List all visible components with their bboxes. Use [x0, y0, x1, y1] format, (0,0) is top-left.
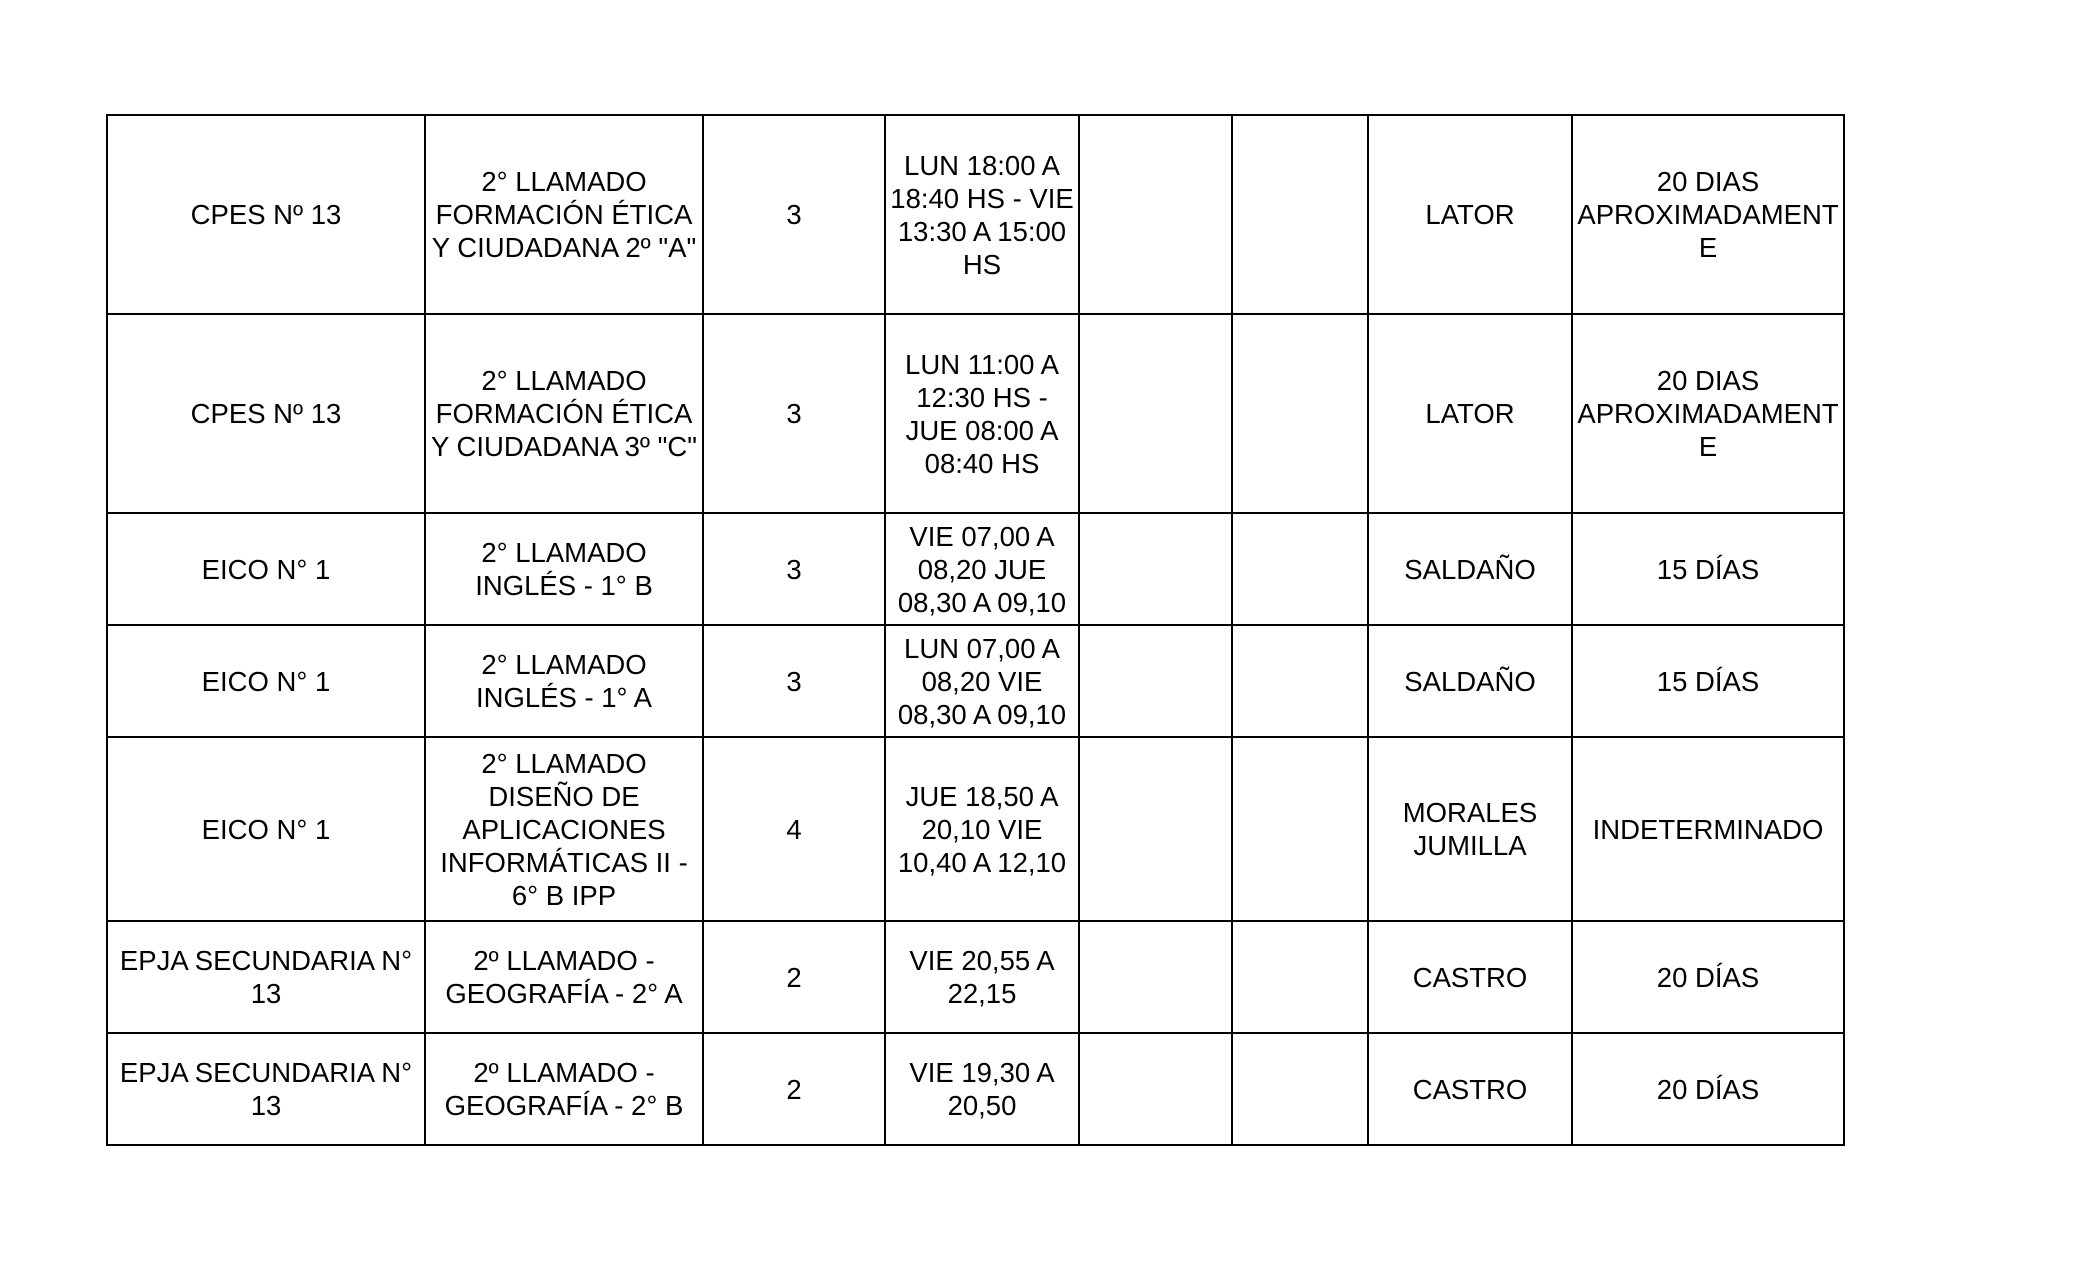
empty-cell [1079, 513, 1232, 625]
empty-cell [1232, 314, 1368, 513]
hours-cell: 4 [703, 737, 885, 921]
schedule-cell: JUE 18,50 A 20,10 VIE 10,40 A 12,10 [885, 737, 1079, 921]
hours-cell: 3 [703, 314, 885, 513]
empty-cell [1079, 737, 1232, 921]
duration-cell: 20 DÍAS [1572, 1033, 1844, 1145]
teacher-cell: SALDAÑO [1368, 625, 1572, 737]
table-row [107, 737, 1844, 921]
empty-cell [1232, 513, 1368, 625]
school-cell: EICO N° 1 [107, 513, 425, 625]
table-row [107, 921, 1844, 1033]
school-cell: EPJA SECUNDARIA N° 13 [107, 1033, 425, 1145]
call-cell: 2° LLAMADO INGLÉS - 1° A [425, 625, 703, 737]
teacher-cell: CASTRO [1368, 1033, 1572, 1145]
schedule-cell: VIE 19,30 A 20,50 [885, 1033, 1079, 1145]
call-cell: 2° LLAMADO FORMACIÓN ÉTICA Y CIUDADANA 2º "A" [425, 115, 703, 314]
hours-cell: 3 [703, 115, 885, 314]
table-row [107, 625, 1844, 737]
empty-cell [1079, 314, 1232, 513]
empty-cell [1079, 921, 1232, 1033]
duration-cell: 15 DÍAS [1572, 513, 1844, 625]
empty-cell [1079, 625, 1232, 737]
call-cell: 2º LLAMADO - GEOGRAFÍA - 2° A [425, 921, 703, 1033]
table-row [107, 1033, 1844, 1145]
schedule-cell: LUN 18:00 A 18:40 HS - VIE 13:30 A 15:00 HS [885, 115, 1079, 314]
school-cell: EICO N° 1 [107, 737, 425, 921]
hours-cell: 2 [703, 921, 885, 1033]
schedule-cell: VIE 07,00 A 08,20 JUE 08,30 A 09,10 [885, 513, 1079, 625]
hours-cell: 3 [703, 513, 885, 625]
teacher-cell: SALDAÑO [1368, 513, 1572, 625]
empty-cell [1079, 1033, 1232, 1145]
duration-cell: 20 DIAS APROXIMADAMENT E [1572, 115, 1844, 314]
teacher-cell: MORALES JUMILLA [1368, 737, 1572, 921]
teacher-cell: LATOR [1368, 314, 1572, 513]
school-cell: EICO N° 1 [107, 625, 425, 737]
school-cell: CPES Nº 13 [107, 314, 425, 513]
call-cell: 2° LLAMADO FORMACIÓN ÉTICA Y CIUDADANA 3º "C" [425, 314, 703, 513]
empty-cell [1079, 115, 1232, 314]
duration-cell: INDETERMINADO [1572, 737, 1844, 921]
school-cell: EPJA SECUNDARIA N° 13 [107, 921, 425, 1033]
call-cell: 2° LLAMADO DISEÑO DE APLICACIONES INFORMÁTICAS II - 6° B IPP [425, 737, 703, 921]
teacher-cell: LATOR [1368, 115, 1572, 314]
table-row [107, 115, 1844, 314]
schedule-cell: LUN 07,00 A 08,20 VIE 08,30 A 09,10 [885, 625, 1079, 737]
vacancy-table [106, 114, 1845, 1146]
school-cell: CPES Nº 13 [107, 115, 425, 314]
call-cell: 2º LLAMADO - GEOGRAFÍA - 2° B [425, 1033, 703, 1145]
duration-cell: 20 DIAS APROXIMADAMENT E [1572, 314, 1844, 513]
teacher-cell: CASTRO [1368, 921, 1572, 1033]
table-row [107, 513, 1844, 625]
hours-cell: 2 [703, 1033, 885, 1145]
hours-cell: 3 [703, 625, 885, 737]
empty-cell [1232, 737, 1368, 921]
empty-cell [1232, 1033, 1368, 1145]
duration-cell: 15 DÍAS [1572, 625, 1844, 737]
table-row [107, 314, 1844, 513]
call-cell: 2° LLAMADO INGLÉS - 1° B [425, 513, 703, 625]
empty-cell [1232, 921, 1368, 1033]
empty-cell [1232, 625, 1368, 737]
empty-cell [1232, 115, 1368, 314]
schedule-cell: VIE 20,55 A 22,15 [885, 921, 1079, 1033]
duration-cell: 20 DÍAS [1572, 921, 1844, 1033]
schedule-cell: LUN 11:00 A 12:30 HS - JUE 08:00 A 08:40 HS [885, 314, 1079, 513]
